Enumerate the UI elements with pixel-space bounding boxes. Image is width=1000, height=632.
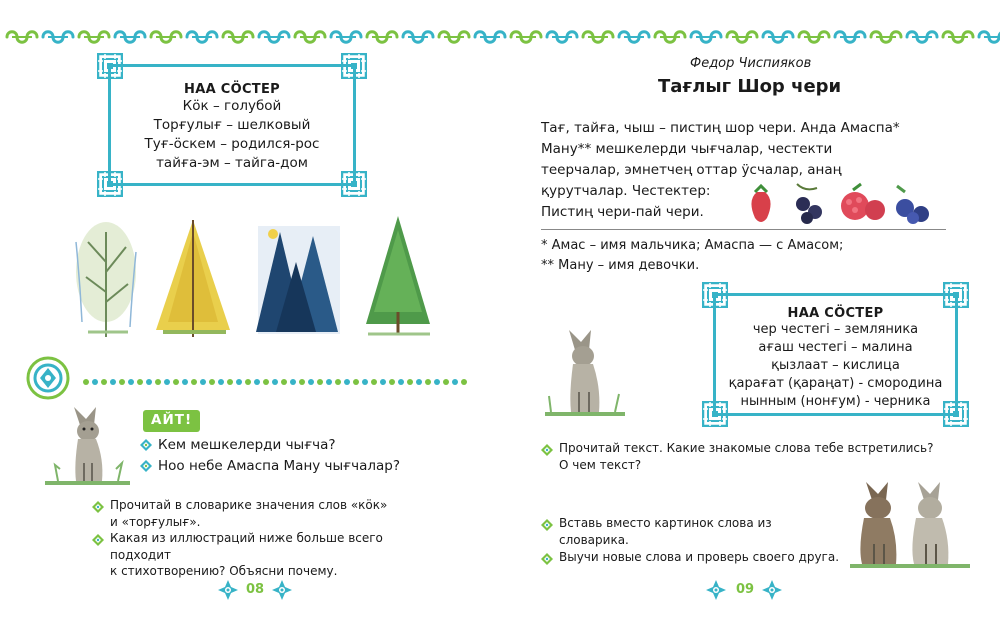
vocabulary-line: нынным (нонғум) - черника [740,394,931,409]
list-item: Прочитай текст. Какие знакомые слова тебе встретились? [541,440,951,457]
ornament-knot-icon [619,32,649,43]
vocabulary-box [713,293,958,416]
ornament-bullet-icon [92,501,104,513]
list-item: Вставь вместо картинок слова из словарика. [541,515,841,549]
ornament-dot [308,379,314,385]
ornament-dot [119,379,125,385]
ornament-knot-icon [583,32,613,43]
ornament-dot [299,379,305,385]
tree-night-firs-illustration [256,226,340,334]
ornament-dot [128,379,134,385]
blueberry-icon [896,186,929,224]
ornament-dot [236,379,242,385]
task-list [541,440,951,474]
vocabulary-line: чер честегi – земляника [752,322,919,337]
vocabulary-line: ағаш честегi – малина [758,340,913,355]
vocabulary-box [108,64,356,186]
ornament-dot [353,379,359,385]
ornament-dot [218,379,224,385]
ornament-knot-icon [691,32,721,43]
vocabulary-title: НАА СӦСТЕР [787,306,884,321]
ornament-knot-icon [799,32,829,43]
ornament-dot [245,379,251,385]
wolf-cub-illustration [40,395,132,487]
ornament-dot [263,379,269,385]
ornament-corner-icon [97,171,123,197]
footnote: * Амас – имя мальчика; Амаспа — с Амасом; [541,238,844,253]
ornament-flower-icon [272,580,292,600]
ornament-flower-icon [218,580,238,600]
ornament-dot [452,379,458,385]
tree-birch-illustration [76,222,136,337]
ornament-dot [209,379,215,385]
text-line: Тағ, тайға, чыш – пистиң шор чери. Анда Амаспа* [541,120,900,136]
ornament-dot [461,379,467,385]
vocabulary-line: Торғулығ – шелковый [153,117,311,133]
ait-question-list [140,435,400,477]
ornament-dot [434,379,440,385]
vocabulary-line: Туғ-ӧскем – родился-рос [144,136,320,152]
page-number: 09 [736,582,755,597]
list-item: Прочитай в словарике значения слов «кӧк» [92,497,432,514]
ornament-corner-icon [341,53,367,79]
ornament-dot [155,379,161,385]
ornament-dot [398,379,404,385]
ornament-corner-icon [97,53,123,79]
ornament-knot-icon [835,32,865,43]
ornament-dot [317,379,323,385]
ornament-dot [425,379,431,385]
ornament-knot-icon [943,32,973,43]
vocabulary-line: тайға-эм – тайга-дом [156,155,308,171]
ornament-dot [380,379,386,385]
tree-larch-illustration [156,220,230,337]
list-item: Ноо небе Амаспа Ману чығчалар? [140,456,400,477]
ornament-dot [83,379,89,385]
ornament-bullet-icon [140,439,152,451]
ornament-corner-icon [943,282,969,308]
ornament-dot [371,379,377,385]
raspberry-icon [841,184,885,220]
ornament-knot-icon [763,32,793,43]
ornament-dot [254,379,260,385]
ornament-dot [407,379,413,385]
wolf-cub-illustration [545,320,625,420]
tree-fir-illustration [366,216,430,334]
text-line: Ману** мешкелерди чығчалар, честекти [541,141,833,157]
ornament-dot [389,379,395,385]
ornament-flower-icon [762,580,782,600]
ornament-bullet-icon [92,534,104,546]
ornament-dot [443,379,449,385]
ornament-knot-icon [547,32,577,43]
task-list [541,515,841,566]
task-list [92,497,432,580]
ornament-dot [416,379,422,385]
list-item: Выучи новые слова и проверь своего друга. [541,549,841,566]
ornament-knot-icon [979,32,1000,43]
ornament-flower-icon [706,580,726,600]
text-line: теерчалар, эмнетчең оттар ӱсчалар, анаң [541,162,842,178]
berries-illustration [745,178,935,228]
ornament-dot [272,379,278,385]
ornament-corner-icon [702,401,728,427]
ornament-bullet-icon [140,460,152,472]
ornament-dot [137,379,143,385]
ornament-knot-icon [871,32,901,43]
ornament-dot [326,379,332,385]
strawberry-icon [751,186,770,222]
ornament-dot [146,379,152,385]
ornament-dot [92,379,98,385]
ornament-dot [164,379,170,385]
ornament-knot-icon [727,32,757,43]
list-item: Какая из иллюстраций ниже больше всего подходит [92,530,432,563]
ornament-bullet-icon [541,519,553,531]
wolf-cubs-pair-illustration [850,478,970,570]
ornament-dot [182,379,188,385]
ornament-dot [200,379,206,385]
footnotes [541,236,843,276]
list-item-continuation: к стихотворению? Объясни почему. [110,564,338,578]
vocabulary-line: қарағат (қараңат) - смородина [728,376,943,391]
list-item-continuation: О чем текст? [559,458,642,472]
ornament-corner-icon [702,282,728,308]
ornament-medallion-icon [28,358,68,398]
ornament-knot-icon [511,32,541,43]
footnote: ** Ману – имя девочки. [541,258,700,273]
ornament-corner-icon [341,171,367,197]
ornament-dot [344,379,350,385]
trees-illustration [68,212,438,342]
ornament-knot-icon [907,32,937,43]
ait-badge: АЙТ! [143,410,200,432]
ornament-dot [191,379,197,385]
text-line: қурутчалар. Честектер: [541,183,711,199]
ornament-corner-icon [943,401,969,427]
ornament-dot [290,379,296,385]
footnote-divider [541,229,946,230]
vocabulary-title: НАА СӦСТЕР [184,82,280,97]
vocabulary-line: қызлаат – кислица [771,358,900,373]
ornament-dot [173,379,179,385]
ornament-dot [227,379,233,385]
ornament-dot [101,379,107,385]
text-line: Пистиң чери-пай чери. [541,204,704,220]
ornament-knot-icon [655,32,685,43]
author-name: Федор Чиспияков [690,56,812,71]
ornament-bullet-icon [541,553,553,565]
currant-icon [796,184,822,224]
ornament-dot [362,379,368,385]
ornament-dot [335,379,341,385]
page-number: 08 [246,582,265,597]
ornament-dot [281,379,287,385]
ornament-dot [110,379,116,385]
list-item-continuation: и «торғулығ». [110,514,201,529]
text-title: Тағлыг Шор чери [658,76,842,97]
list-item: Кем мешкелерди чығча? [140,435,400,456]
ornament-bullet-icon [541,444,553,456]
vocabulary-line: Кӧк – голубой [182,98,282,114]
